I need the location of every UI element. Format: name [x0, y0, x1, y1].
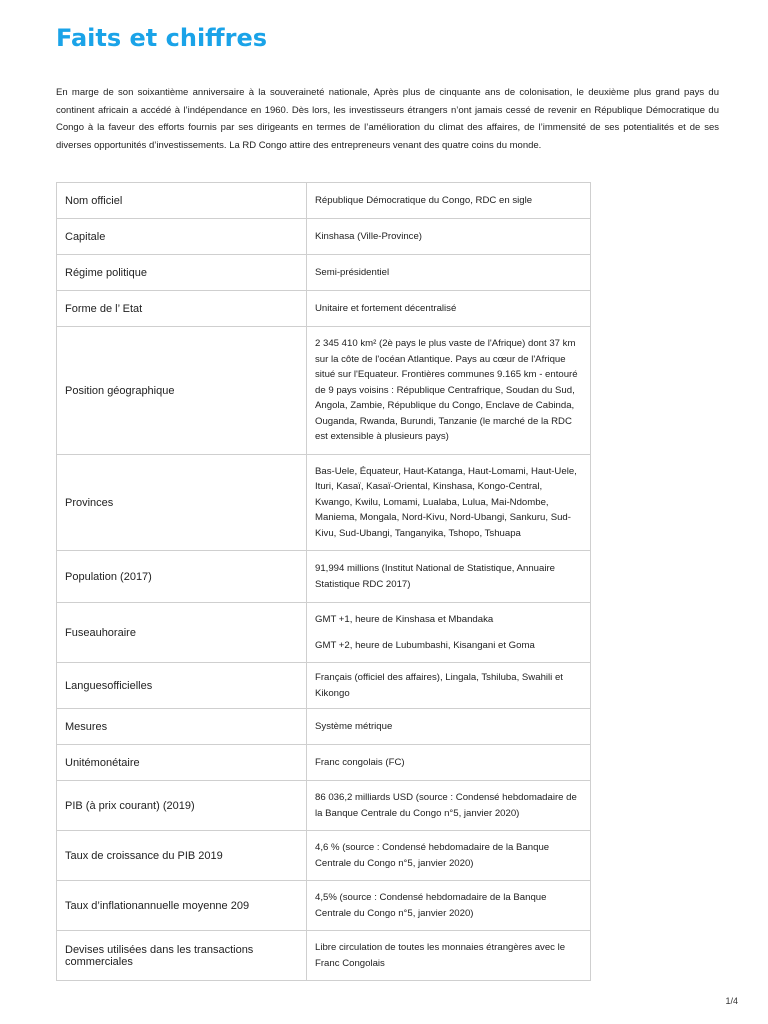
row-value: Libre circulation de toutes les monnaies étrangères avec le Franc Congolais [307, 931, 591, 981]
row-value: Bas-Uele, Équateur, Haut-Katanga, Haut-Lomami, Haut-Uele, Ituri, Kasaï, Kasaï-Oriental, Kinshasa, Kongo-Central, Kwango, Kwilu, Lomami, Lualaba, Lulua, Mai-Ndombe, Maniema, Mongala, Nord-Kivu, Nord-Ubangi, Sankuru, Sud-Kivu, Sud-Ubangi, Tanganyika, Tshopo, Tshuapa [307, 455, 591, 551]
facts-table [56, 182, 591, 981]
row-label: Fuseauhoraire [57, 603, 307, 663]
row-value: Système métrique [307, 709, 591, 745]
row-value: 4,5% (source : Condensé hebdomadaire de la Banque Centrale du Congo n°5, janvier 2020) [307, 881, 591, 931]
row-value [307, 603, 591, 663]
table-row [57, 455, 591, 551]
row-label: Mesures [57, 709, 307, 745]
page-number: 1/4 [725, 996, 738, 1006]
row-value: Unitaire et fortement décentralisé [307, 291, 591, 327]
row-label: Unitémonétaire [57, 745, 307, 781]
timezone-line-1: GMT +1, heure de Kinshasa et Mbandaka [315, 614, 494, 625]
row-label: Taux d’inflationannuelle moyenne 209 [57, 881, 307, 931]
table-row [57, 931, 591, 981]
row-label: Régime politique [57, 255, 307, 291]
row-label: Nom officiel [57, 183, 307, 219]
table-row [57, 327, 591, 455]
row-label: Taux de croissance du PIB 2019 [57, 831, 307, 881]
row-value: République Démocratique du Congo, RDC en sigle [307, 183, 591, 219]
row-value: 2 345 410 km² (2è pays le plus vaste de l'Afrique) dont 37 km sur la côte de l'océan Atlantique. Pays au cœur de l'Afrique situé sur l'Equateur. Frontières communes 9.165 km - entouré de 9 pays voisins : République Centrafrique, Soudan du Sud, Angola, Zambie, République du Congo, Enclave de Cabinda, Ouganda, Rwanda, Burundi, Tanzanie (le marché de la RDC est extensible à plusieurs pays) [307, 327, 591, 455]
table-row [57, 291, 591, 327]
row-value: 91,994 millions (Institut National de Statistique, Annuaire Statistique RDC 2017) [307, 551, 591, 603]
table-row [57, 881, 591, 931]
intro-paragraph: En marge de son soixantième anniversaire à la souveraineté nationale, Après plus de cinquante ans de colonisation, le deuxième plus grand pays du continent africain a accédé à l’indépendance en 1960. Dès lors, les investisseurs étrangers n’ont jamais cessé de revenir en République Démocratique du Congo à la faveur des efforts fournis par ses dirigeants en termes de l’amélioration du climat des affaires, de l’immensité de ses potentialités et de ses diverses opportunités d’investissements. La RD Congo attire des entrepreneurs venant des quatre coins du monde. [56, 87, 719, 151]
table-row [57, 183, 591, 219]
table-row [57, 709, 591, 745]
table-row [57, 663, 591, 709]
page-title: Faits et chiffres [56, 24, 268, 52]
row-label: Provinces [57, 455, 307, 551]
table-row [57, 551, 591, 603]
table-row [57, 255, 591, 291]
table-row [57, 745, 591, 781]
row-value: Franc congolais (FC) [307, 745, 591, 781]
row-label: Languesofficielles [57, 663, 307, 709]
row-label: Forme de l’ Etat [57, 291, 307, 327]
row-value: 4,6 % (source : Condensé hebdomadaire de la Banque Centrale du Congo n°5, janvier 2020) [307, 831, 591, 881]
row-label: PIB (à prix courant) (2019) [57, 781, 307, 831]
row-value: 86 036,2 milliards USD (source : Condensé hebdomadaire de la Banque Centrale du Congo n°5, janvier 2020) [307, 781, 591, 831]
table-row [57, 603, 591, 663]
row-label: Population (2017) [57, 551, 307, 603]
row-label: Capitale [57, 219, 307, 255]
row-value: Français (officiel des affaires), Lingala, Tshiluba, Swahili et Kikongo [307, 663, 591, 709]
row-label: Devises utilisées dans les transactions commerciales [57, 931, 307, 981]
timezone-line-2: GMT +2, heure de Lubumbashi, Kisangani et Goma [315, 639, 535, 651]
row-label: Position géographique [57, 327, 307, 455]
table-row [57, 831, 591, 881]
row-value: Semi-présidentiel [307, 255, 591, 291]
row-value: Kinshasa (Ville-Province) [307, 219, 591, 255]
table-row [57, 219, 591, 255]
table-row [57, 781, 591, 831]
